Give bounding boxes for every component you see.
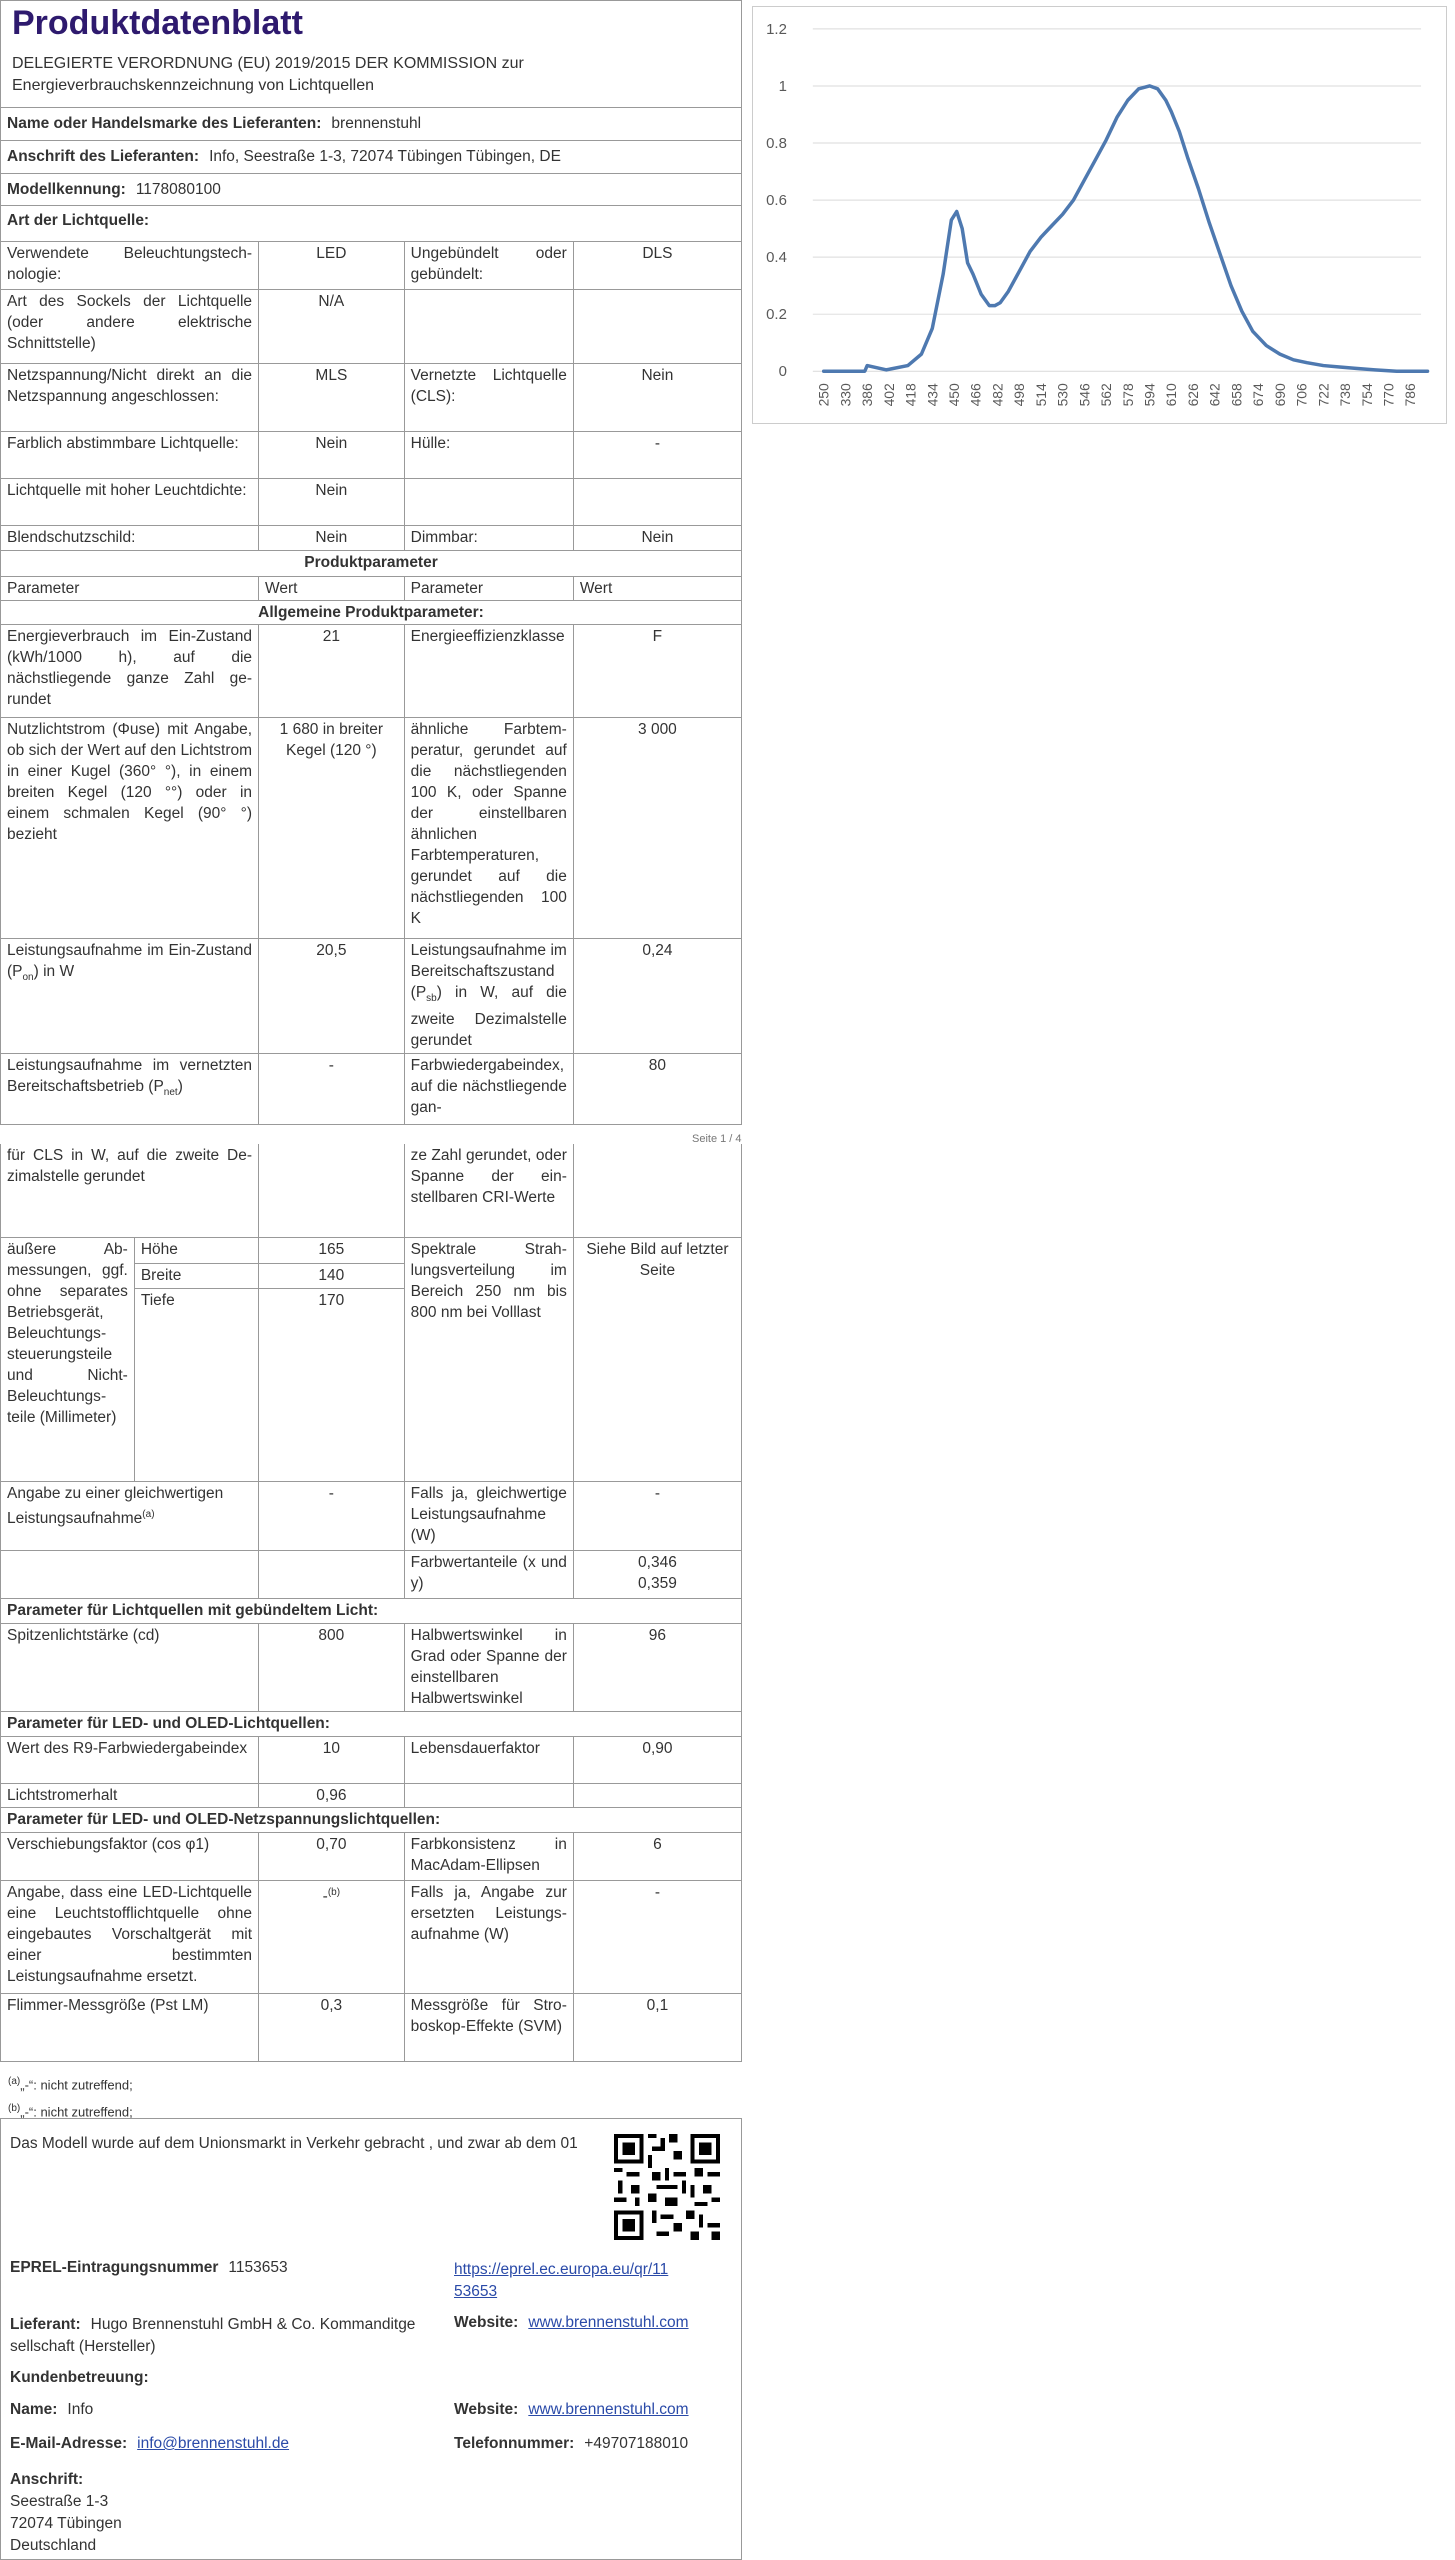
col-header-parameter: Parameter xyxy=(404,577,573,601)
website-link[interactable]: www.brennenstuhl.com xyxy=(528,2314,689,2331)
param-label: Blendschutzschild: xyxy=(1,526,259,551)
footnote-b: $^{(b)}$„-“: nicht zutreffend; xyxy=(8,2103,133,2120)
x-tick-label: 546 xyxy=(1076,383,1093,407)
market-text: Das Modell wurde auf dem Unionsmarkt in Verkehr gebracht , und zwar ab dem 01 xyxy=(10,2135,578,2152)
x-tick-label: 674 xyxy=(1250,383,1267,407)
param-value: N/A xyxy=(259,290,405,364)
x-tick-label: 610 xyxy=(1163,383,1180,407)
param-label: Art des Sockels der Lichtquelle (oder andere elektrische Schnittstelle) xyxy=(1,290,259,364)
x-tick-label: 786 xyxy=(1402,383,1419,407)
supplier-table xyxy=(0,107,742,206)
supplier-address-value: Info, Seestraße 1-3, 72074 Tübingen Tübingen, DE xyxy=(209,148,561,165)
x-tick-label: 450 xyxy=(946,383,963,407)
section-produktparameter: Produktparameter xyxy=(1,551,742,577)
regulation-text: DELEGIERTE VERORDNUNG (EU) 2019/2015 DER KOMMISSION zur Energieverbrauchskennzeichnung von Lichtquellen xyxy=(12,55,524,94)
footnote-a: $^{(a)}$„-“: nicht zutreffend; xyxy=(8,2076,133,2093)
spectrum-series-line xyxy=(824,86,1428,371)
header-box xyxy=(0,0,742,108)
x-tick-label: 626 xyxy=(1184,383,1201,407)
param-value: - xyxy=(259,1481,405,1550)
param-label: Flimmer-Messgröße (Pst LM) xyxy=(1,1993,259,2061)
col-header-parameter: Parameter xyxy=(1,577,259,601)
model-label: Modellkennung: xyxy=(7,181,126,198)
param-value: Nein xyxy=(259,526,405,551)
website-row: Website: www.brennenstuhl.com xyxy=(454,2314,689,2331)
param-label: Dimmbar: xyxy=(404,526,573,551)
param-value: 6 xyxy=(573,1832,741,1880)
x-tick-label: 578 xyxy=(1119,383,1136,407)
page-title: Produktdatenblatt xyxy=(12,4,303,42)
empty-cell xyxy=(259,1144,405,1237)
x-tick-label: 722 xyxy=(1315,383,1332,407)
param-label: Vernetzte Lichtquelle (CLS): xyxy=(404,364,573,432)
x-tick-label: 690 xyxy=(1271,383,1288,407)
y-tick-label: 1 xyxy=(778,77,787,95)
param-label: Ungebündelt oder gebündelt: xyxy=(404,242,573,290)
param-value: 10 xyxy=(259,1736,405,1783)
param-value: MLS xyxy=(259,364,405,432)
supplier-address-label: Anschrift des Lieferanten: xyxy=(7,148,200,165)
x-tick-label: 754 xyxy=(1358,383,1375,407)
supplier-name-label: Name oder Handelsmarke des Lieferanten: xyxy=(7,115,322,132)
x-tick-label: 706 xyxy=(1293,383,1310,407)
param-value: 1 680 in breiter Kegel (120 °) xyxy=(259,718,405,939)
param-value: LED xyxy=(259,242,405,290)
param-label: Angabe, dass eine LED-Lichtquelle eine Leuchtstofflichtquelle ohne eingebautes Vorschaltgerät mit einer bestimmten Leistungsaufnahme ersetzt. xyxy=(1,1880,259,1993)
product-params-table-cont xyxy=(0,1144,742,2062)
x-tick-label: 514 xyxy=(1032,383,1049,407)
param-value xyxy=(573,479,741,526)
y-tick-label: 0 xyxy=(778,363,787,381)
depth-value: 170 xyxy=(259,1288,405,1481)
param-value: Nein xyxy=(573,364,741,432)
section-led-mains: Parameter für LED- und OLED-Netzspannungslichtquellen: xyxy=(1,1807,742,1832)
param-value: 0,24 xyxy=(573,939,741,1054)
param-value: - xyxy=(573,1481,741,1550)
width-value: 140 xyxy=(259,1263,405,1288)
param-label: Leistungsaufnahme im Ein-Zustand $(P_{on})$ in W xyxy=(1,939,259,1054)
x-tick-label: 434 xyxy=(924,383,941,407)
x-tick-label: 418 xyxy=(902,383,919,407)
param-label: Hülle: xyxy=(404,432,573,479)
website2-link[interactable]: www.brennenstuhl.com xyxy=(528,2401,689,2418)
section-art-lichtquelle: Art der Lichtquelle: xyxy=(1,206,742,242)
param-value: DLS xyxy=(573,242,741,290)
param-label: Spitzenlichtstärke (cd) xyxy=(1,1623,259,1711)
lieferant-row: Lieferant: Hugo Brennenstuhl GmbH & Co. Kommanditge sellschaft (Hersteller) xyxy=(10,2316,416,2355)
param-label: Verschiebungsfaktor (cos φ1) xyxy=(1,1832,259,1880)
col-header-wert: Wert xyxy=(259,577,405,601)
param-label xyxy=(404,479,573,526)
x-tick-label: 466 xyxy=(967,383,984,407)
y-tick-label: 0.4 xyxy=(766,249,787,267)
param-value: -$^{(b)}$ xyxy=(259,1880,405,1993)
param-value: - xyxy=(573,432,741,479)
eprel-link[interactable]: https://eprel.ec.europa.eu/qr/11 53653 xyxy=(454,2261,669,2300)
light-source-table xyxy=(0,205,742,1125)
empty-cell xyxy=(404,1783,573,1807)
x-tick-label: 498 xyxy=(1011,383,1028,407)
empty-cell xyxy=(573,1783,741,1807)
x-tick-label: 738 xyxy=(1337,383,1354,407)
model-value: 1178080100 xyxy=(135,181,221,198)
param-value: 0,1 xyxy=(573,1993,741,2061)
param-label: Energieverbrauch im Ein-Zustand (kWh/1000 h), auf die nächstliegende ganze Zahl gerundet xyxy=(1,625,259,718)
param-value: 0,3 xyxy=(259,1993,405,2061)
x-tick-label: 530 xyxy=(1054,383,1071,407)
x-tick-label: 770 xyxy=(1380,383,1397,407)
x-tick-label: 642 xyxy=(1206,383,1223,407)
x-tick-label: 482 xyxy=(989,383,1006,407)
x-tick-label: 330 xyxy=(837,383,854,407)
anschrift-block: Anschrift: Seestraße 1-3 72074 Tübingen Deutschland xyxy=(10,2471,122,2554)
param-label: Falls ja, gleichwertige Leistungsaufnahme (W) xyxy=(404,1481,573,1550)
param-label: Netzspannung/Nicht direkt an die Netzspannung angeschlossen: xyxy=(1,364,259,432)
param-label: Angabe zu einer gleichwertigen Leistungsaufnahme$^{(a)}$ xyxy=(1,1481,259,1550)
energy-class-value: F xyxy=(573,625,741,718)
param-label: Energieeffizienzklasse xyxy=(404,625,573,718)
page-number: Seite 1 / 4 xyxy=(692,1133,742,1145)
x-tick-label: 658 xyxy=(1228,383,1245,407)
param-label: Verwendete Beleuchtungstechnologie: xyxy=(1,242,259,290)
depth-label: Tiefe xyxy=(134,1288,258,1481)
param-label: Leistungsaufnahme im vernetzten Bereitschaftsbetrieb $(P_{net})$ xyxy=(1,1054,259,1125)
param-value: 3 000 xyxy=(573,718,741,939)
height-label: Höhe xyxy=(134,1237,258,1263)
param-label: Spektrale Strahlungsverteilung im Bereich 250 nm bis 800 nm bei Volllast xyxy=(404,1237,573,1481)
param-label: ze Zahl gerundet, oder Spanne der einstellbaren CRI-Werte xyxy=(404,1144,573,1237)
phone-row: Telefonnummer: +49707188010 xyxy=(454,2435,689,2452)
param-label: Messgröße für Stroboskop-Effekte (SVM) xyxy=(404,1993,573,2061)
param-value xyxy=(573,290,741,364)
param-value: Nein xyxy=(259,479,405,526)
empty-cell xyxy=(259,1550,405,1598)
eprel-row: EPREL-Eintragungsnummer 1153653 xyxy=(10,2259,288,2276)
param-label: Farblich abstimmbare Lichtquelle: xyxy=(1,432,259,479)
param-label: Wert des R9-Farbwiedergabeindex xyxy=(1,1736,259,1783)
x-tick-label: 250 xyxy=(815,383,832,407)
param-value: 96 xyxy=(573,1623,741,1711)
param-label: Lichtquelle mit hoher Leuchtdichte: xyxy=(1,479,259,526)
param-label: Lebensdauerfaktor xyxy=(404,1736,573,1783)
param-value: 0,90 xyxy=(573,1736,741,1783)
x-tick-label: 386 xyxy=(859,383,876,407)
param-label: Leistungsaufnahme im Bereitschaftszustand $(P_{sb})$ in W, auf die zweite Dezimalstelle gerundet xyxy=(404,939,573,1054)
email-link[interactable]: info@brennenstuhl.de xyxy=(137,2435,290,2452)
y-tick-label: 0.2 xyxy=(766,306,787,324)
param-label: ähnliche Farbtemperatur, gerundet auf die nächstliegenden 100 K, oder Spanne der einstellbaren ähnlichen Farbtemperaturen, gerundet auf die nächstliegenden 100 K xyxy=(404,718,573,939)
email-row: E-Mail-Adresse: info@brennenstuhl.de xyxy=(10,2435,290,2452)
eprel-box xyxy=(0,2118,742,2560)
param-label: Halbwertswinkel in Grad oder Spanne der einstellbaren Halbwertswinkel xyxy=(404,1623,573,1711)
dimensions-label: äußere Abmessungen, ggf. ohne separates Betriebsgerät, Beleuchtungssteuerungsteile und Nicht-Beleuchtungsteile (Millimeter) xyxy=(1,1237,135,1481)
y-tick-label: 0.6 xyxy=(766,192,787,210)
param-value: Nein xyxy=(573,526,741,551)
param-label: Farbkonsistenz in MacAdam-Ellipsen xyxy=(404,1832,573,1880)
y-tick-label: 1.2 xyxy=(766,20,787,38)
param-label: Falls ja, Angabe zur ersetzten Leistungsaufnahme (W) xyxy=(404,1880,573,1993)
param-value: 21 xyxy=(259,625,405,718)
param-value: - xyxy=(573,1880,741,1993)
x-tick-label: 594 xyxy=(1141,383,1158,407)
width-label: Breite xyxy=(134,1263,258,1288)
chromaticity-values: 0,346 0,359 xyxy=(573,1550,741,1598)
x-tick-label: 402 xyxy=(880,383,897,407)
param-value: Siehe Bild auf letzter Seite xyxy=(573,1237,741,1481)
empty-cell xyxy=(573,1144,741,1237)
section-gebuendelt: Parameter für Lichtquellen mit gebündeltem Licht: xyxy=(1,1598,742,1623)
param-value: 800 xyxy=(259,1623,405,1711)
param-value: - xyxy=(259,1054,405,1125)
param-label: Farbwertanteile (x und y) xyxy=(404,1550,573,1598)
y-tick-label: 0.8 xyxy=(766,135,787,152)
param-label: Nutzlichtstrom (Φuse) mit Angabe, ob sich der Wert auf den Lichtstrom in einer Kugel (360° °), in einem breiten Kegel (120 °°) oder in einem schmalen Kegel (90° °) bezieht xyxy=(1,718,259,939)
section-allgemein: Allgemeine Produktparameter: xyxy=(1,601,742,625)
contact-name-row: Name: Info xyxy=(10,2401,94,2418)
section-led: Parameter für LED- und OLED-Lichtquellen: xyxy=(1,1711,742,1736)
param-label: Lichtstromerhalt xyxy=(1,1783,259,1807)
empty-cell xyxy=(1,1550,259,1598)
footnotes xyxy=(8,2070,133,2125)
param-value: 0,96 xyxy=(259,1783,405,1807)
supplier-name-value: brennenstuhl xyxy=(331,115,422,132)
param-label xyxy=(404,290,573,364)
spectral-chart-svg xyxy=(753,7,1446,423)
spectral-chart xyxy=(752,6,1447,424)
param-label: für CLS in W, auf die zweite Dezimalstelle gerundet xyxy=(1,1144,259,1237)
website2-row: Website: www.brennenstuhl.com xyxy=(454,2401,689,2418)
param-label: Farbwiedergabeindex, auf die nächstliegende gan- xyxy=(404,1054,573,1125)
param-value: 20,5 xyxy=(259,939,405,1054)
param-value: 80 xyxy=(573,1054,741,1125)
param-value: 0,70 xyxy=(259,1832,405,1880)
kundenbetreuung-label: Kundenbetreuung: xyxy=(10,2369,149,2386)
height-value: 165 xyxy=(259,1237,405,1263)
x-tick-label: 562 xyxy=(1098,383,1115,407)
param-value: Nein xyxy=(259,432,405,479)
col-header-wert: Wert xyxy=(573,577,741,601)
qr-code-icon xyxy=(614,2134,720,2240)
